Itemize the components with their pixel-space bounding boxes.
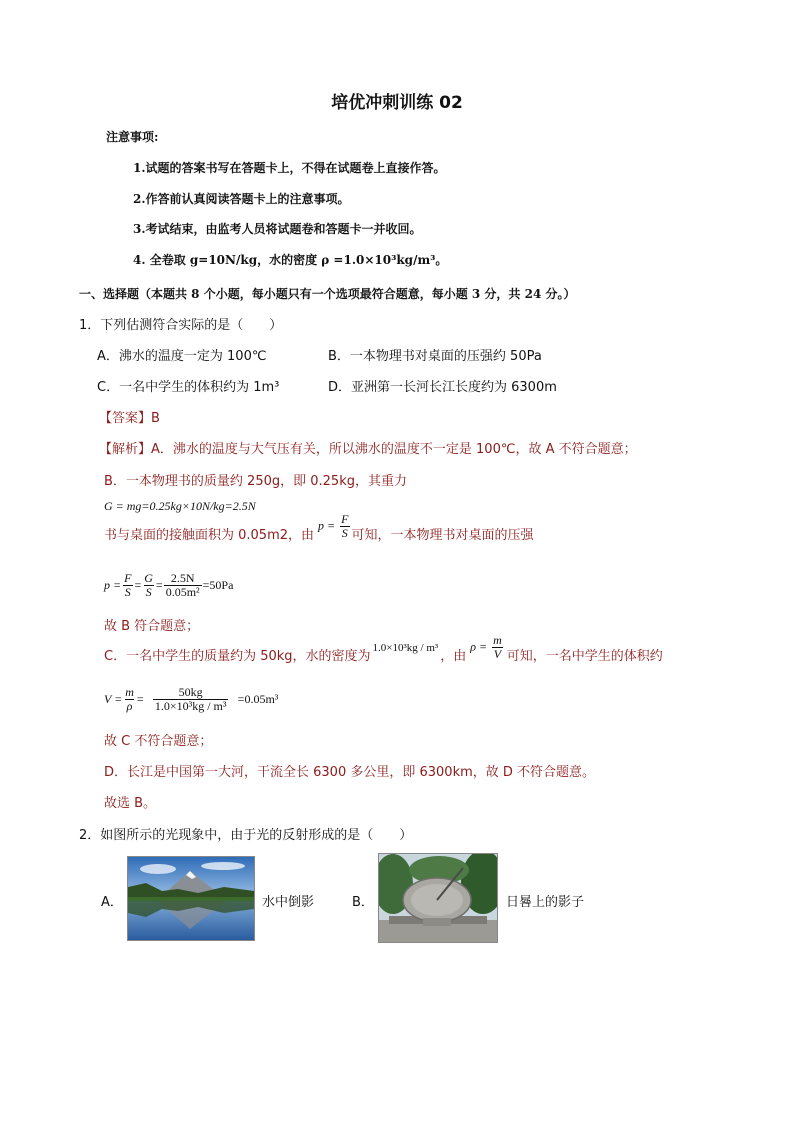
q2-option-a-letter: A． bbox=[101, 895, 123, 910]
volume-line bbox=[104, 633, 663, 664]
v-calc-result: =0.05m³ bbox=[237, 692, 279, 706]
q2-option-a-caption: 水中倒影 bbox=[262, 895, 315, 910]
q2-option-b-caption: 日晷上的影子 bbox=[506, 895, 585, 910]
question-1-stem: 1．下列估测符合实际的是（ ） bbox=[79, 318, 283, 333]
q1-option-b: B．一本物理书对桌面的压强约 50Pa bbox=[328, 349, 542, 364]
lake-reflection-illustration bbox=[128, 857, 254, 940]
v-calc-f1-num: m bbox=[125, 685, 134, 699]
gravity-formula: G = mg=0.25kg×10N/kg=2.5N bbox=[104, 499, 256, 513]
p-calc-lhs: p = bbox=[104, 578, 122, 592]
p-calc-f3-num: 2.5N bbox=[170, 571, 195, 585]
sundial-illustration bbox=[379, 854, 497, 942]
pressure-line bbox=[104, 512, 534, 543]
note-item-2: 2.作答前认真阅读答题卡上的注意事项。 bbox=[133, 192, 350, 206]
pressure-calculation: p = $\frac{F}{S}$ = $\frac{G}{S}$ = $\frac{2.5N}{\text{0.05m²}}$ =50Pa bbox=[104, 571, 234, 599]
section-heading: 一、选择题（本题共 8 个小题，每小题只有一个选项最符合题意，每小题 3 分，共 24 分。） bbox=[79, 287, 576, 301]
note-item-4: 4. 全卷取 g=10N/kg，水的密度 ρ =1.0×10³kg/m³。 bbox=[133, 253, 448, 267]
rho-def-num: m bbox=[493, 633, 502, 647]
p-calc-f1-num: F bbox=[124, 571, 132, 585]
p-calc-f2-num: G bbox=[144, 571, 153, 585]
q1-answer: 【答案】B bbox=[99, 411, 160, 426]
v-calc-f2-num: 50kg bbox=[178, 685, 203, 699]
question-2-stem: 2．如图所示的光现象中，由于光的反射形成的是（ ） bbox=[79, 828, 413, 843]
q1-analysis-c-post: 可知，一名中学生的体积约 bbox=[506, 649, 663, 664]
p-def-lhs: p = bbox=[318, 518, 336, 533]
q1-option-a: A．沸水的温度一定为 100℃ bbox=[97, 349, 267, 364]
q1-option-c: C．一名中学生的体积约为 1m³ bbox=[97, 380, 280, 395]
q1-analysis-a: 【解析】A．沸水的温度与大气压有关，所以沸水的温度不一定是 100℃，故 A 不符合题意； bbox=[99, 442, 637, 457]
v-calc-f2-den: 1.0×10³kg / m³ bbox=[154, 699, 227, 713]
p-calc-f1-den: S bbox=[124, 585, 131, 599]
note-item-3: 3.考试结束，由监考人员将试题卷和答题卡一并收回。 bbox=[133, 222, 422, 236]
page-title: 培优冲刺训练 02 bbox=[331, 93, 463, 113]
notes-heading: 注意事项: bbox=[106, 130, 159, 144]
rho-def-lhs: ρ = bbox=[470, 639, 488, 654]
rho-def-den: V bbox=[493, 647, 502, 661]
p-calc-f3-den: 0.05m² bbox=[165, 585, 200, 599]
v-calc-f1-den: ρ bbox=[126, 699, 133, 713]
lake-reflection-image bbox=[127, 856, 255, 941]
pressure-definition bbox=[318, 513, 351, 540]
q1-analysis-c-mid: ，由 bbox=[440, 649, 467, 664]
water-density: 1.0×10³kg / m³ bbox=[372, 641, 439, 654]
q1-analysis-c-pre: C．一名中学生的质量约为 50kg，水的密度为 bbox=[104, 649, 371, 664]
q1-analysis-b2-post: 可知，一本物理书对桌面的压强 bbox=[351, 528, 534, 543]
density-definition bbox=[470, 634, 505, 661]
q1-final: 故选 B。 bbox=[104, 796, 157, 811]
p-def-den: S bbox=[341, 526, 348, 540]
q1-analysis-d: D．长江是中国第一大河，干流全长 6300 多公里，即 6300km，故 D 不符合题意。 bbox=[104, 765, 596, 780]
v-calc-lhs: V = bbox=[104, 692, 123, 706]
sundial-image bbox=[378, 853, 498, 943]
q1-conclusion-b: 故 B 符合题意； bbox=[104, 619, 200, 634]
q1-analysis-b2-pre: 书与桌面的接触面积为 0.05m2，由 bbox=[104, 528, 315, 543]
q1-analysis-b: B．一本物理书的质量约 250g，即 0.25kg，其重力 bbox=[104, 474, 407, 489]
volume-calculation: V = $\frac{m}{\rho}$ = $\frac{50kg}{\text{1.0×10³kg / m³}}$ =0.05m³ bbox=[104, 685, 279, 713]
note-item-1: 1.试题的答案书写在答题卡上，不得在试题卷上直接作答。 bbox=[133, 161, 446, 175]
p-calc-result: =50Pa bbox=[202, 578, 234, 592]
q1-option-d: D．亚洲第一长河长江长度约为 6300m bbox=[328, 380, 557, 395]
q2-option-b-letter: B． bbox=[352, 895, 374, 910]
p-def-num: F bbox=[341, 512, 349, 526]
q1-conclusion-c: 故 C 不符合题意； bbox=[104, 734, 213, 749]
p-calc-f2-den: S bbox=[145, 585, 152, 599]
